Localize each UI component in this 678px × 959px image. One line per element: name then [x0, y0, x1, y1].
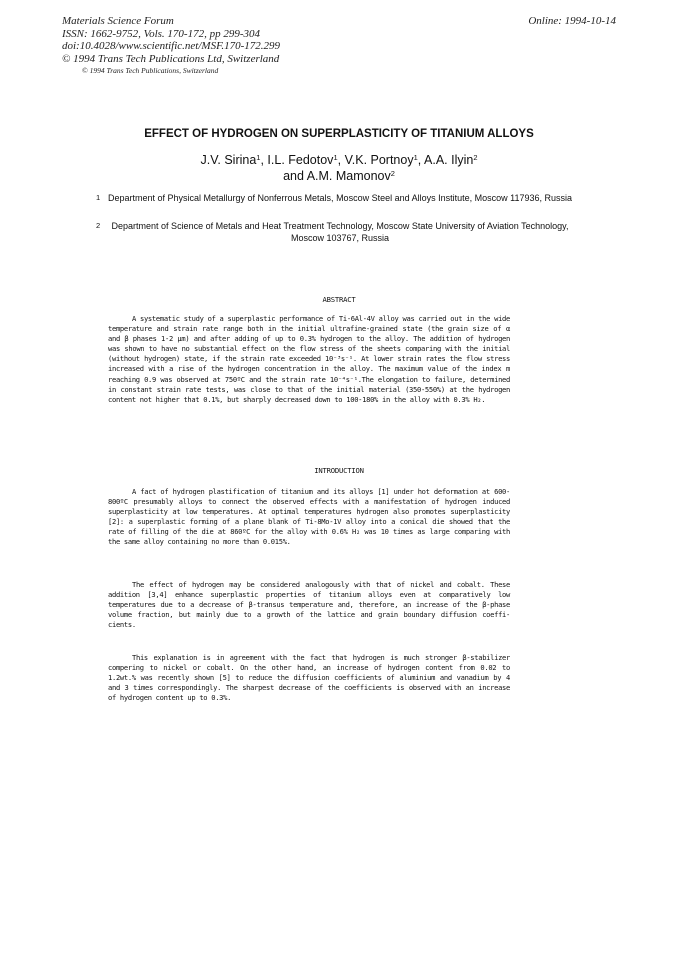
paper-title: EFFECT OF HYDROGEN ON SUPERPLASTICITY OF TITANIUM ALLOYS — [144, 128, 534, 140]
publication-header — [62, 15, 280, 65]
intro-paragraph-1: A fact of hydrogen plastification of titanium and its alloys [1] under hot deformation at 600-800ºC presumably alloys to connect the observed effects with a manifestation of hydrogen induced superplasticity at low temperatures. At optimal temperatures hydrogen also promotes superplasticity [2]: a superplastic forming of a plane blank of Ti-8Mo-1V alloy into a conical die showed that the rate of filling of the die at 860ºC for the alloy with 0.6% H₂ was 10 times as large comparing with the same alloy containing no more than 0.015%. — [108, 487, 510, 547]
author-name: I.L. Fedotov — [267, 153, 334, 167]
abstract-paragraph: A systematic study of a superplastic performance of Ti-6Al-4V alloy was carried out in the wide temperature and strain rate range both in the initial ultrafine-grained state (the grain size of α and β phases 1-2 µm) and after adding of up to 0.3% hydrogen to the alloy. The addition of hydrogen was shown to have no substantial effect on the flow stress of the sheets comparing with the initial (without hydrogen) state, if the strain rate exceeded 10⁻³s⁻¹. At lower strain rates the flow stress increased with a rise of the hydrogen concentration in the alloy. The maximum value of the index m reaching 0.9 was observed at 750ºC and the strain rate 10⁻⁴s⁻¹.The elongation to failure, determined in constant strain rate tests, was close to that of the initial material (350-550%) at the hydrogen content not higher that 0.1%, but sharply decreased down to 100-180% in the alloy with 0.3% H₂. — [108, 314, 510, 404]
abstract-heading: ABSTRACT — [322, 295, 356, 304]
affiliation-1: 1 Department of Physical Metallurgy of Nonferrous Metals, Moscow Steel and Alloys Institute, Moscow 117936, Russia — [96, 193, 573, 203]
intro-paragraph-2: The effect of hydrogen may be considered analogously with that of nickel and cobalt. These addition [3,4] enhance superplastic properties of titanium alloys even at comparatively low temperatures due to a decrease of β-transus temperature and, therefore, an increase of the β-phase volume fraction, but mainly due to a growth of the lattice and grain boundary diffusion coeffi- cients. — [108, 580, 510, 630]
affiliation-text: Department of Science of Metals and Heat Treatment Technology, Moscow State University of Aviation Technology, Moscow 103767, Russia — [111, 221, 569, 243]
introduction-heading: INTRODUCTION — [314, 466, 364, 475]
author-list: J.V. Sirina$^1$, I.L. Fedotov$^1$, V.K. Portnoy$^1$, A.A. Ilyin$^2$ and A.M. Mamonov$^2$ — [200, 153, 478, 183]
journal-name: Materials Science Forum — [62, 15, 174, 27]
doi-line: doi:10.4028/www.scientific.net/MSF.170-172.299 — [62, 40, 281, 52]
issn-line: ISSN: 1662-9752, Vols. 170-172, pp 299-304 — [62, 27, 260, 40]
author-name: J.V. Sirina — [200, 153, 257, 167]
author-name: and A.M. Mamonov — [283, 169, 391, 183]
affiliation-text: Department of Physical Metallurgy of Nonferrous Metals, Moscow Steel and Alloys Institute, Moscow 117936, Russia — [107, 193, 573, 203]
author-name: A.A. Ilyin — [424, 153, 474, 167]
affiliation-2: 2 Department of Science of Metals and Heat Treatment Technology, Moscow State University of Aviation Technology, Moscow 103767, Russia — [96, 221, 569, 243]
copyright-line: © 1994 Trans Tech Publications Ltd, Switzerland — [62, 52, 280, 65]
intro-paragraph-3: This explanation is in agreement with the fact that hydrogen is much stronger β-stabilizer compering to nickel or cobalt. On the other hand, an increase of hydrogen content from 0.02 to 1.2wt.% was recently shown [5] to reduce the diffusion coefficients of aluminium and vanadium by 4 and 3 times correspondingly. The sharpest decrease of the coefficients is observed with an increase of hydrogen content up to 0.3%. — [108, 653, 510, 703]
copyright-small: © 1994 Trans Tech Publications, Switzerland — [82, 66, 219, 75]
online-date: Online: 1994-10-14 — [528, 15, 616, 27]
author-name: V.K. Portnoy — [344, 153, 414, 167]
